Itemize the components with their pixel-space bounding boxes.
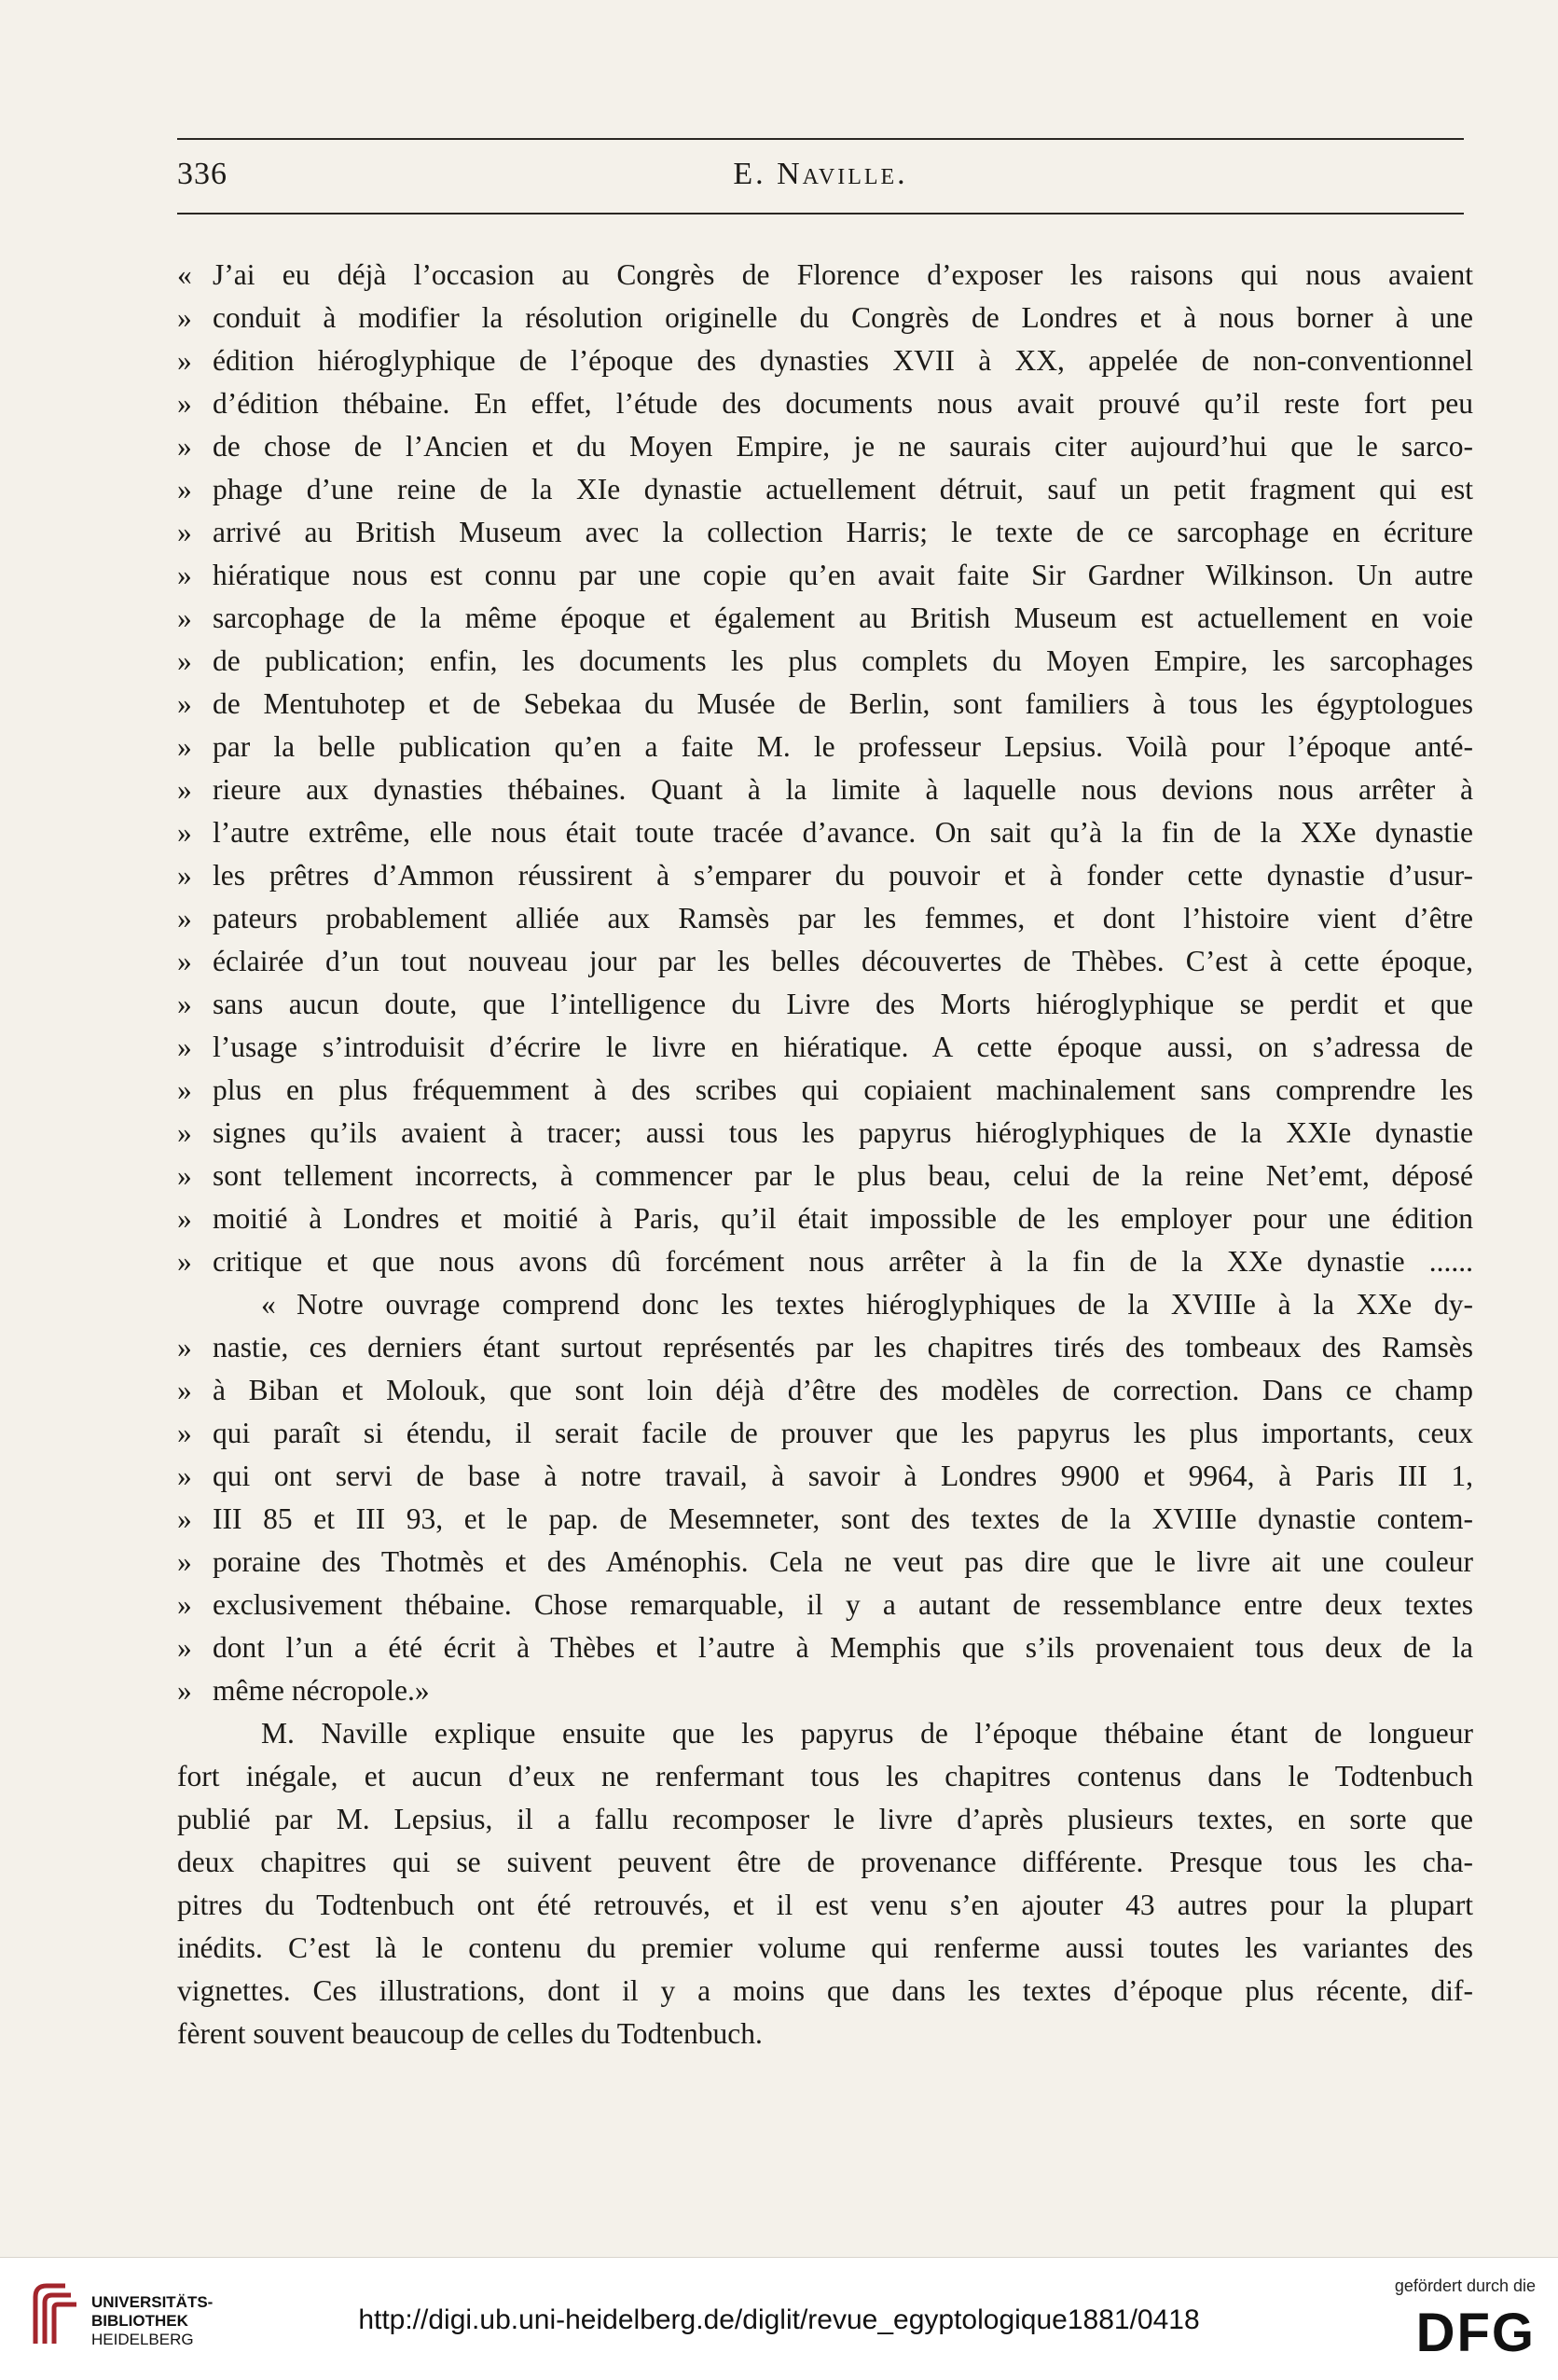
line-text: moitié à Londres et moitié à Paris, qu’il était impossible de les employer pour une édition — [213, 1202, 1473, 1235]
running-title: E. Naville. — [733, 157, 908, 191]
text-line — [177, 468, 1473, 511]
quote-mark: » — [177, 730, 192, 763]
text-line — [177, 983, 1473, 1026]
quote-mark: » — [177, 1031, 192, 1063]
quote-mark: » — [177, 516, 192, 548]
line-text: sont tellement incorrects, à commencer par le plus beau, celui de la reine Net’emt, déposé — [213, 1159, 1473, 1192]
line-text: J’ai eu déjà l’occasion au Congrès de Florence d’exposer les raisons qui nous avaient — [213, 258, 1473, 291]
line-text: même nécropole.» — [213, 1674, 430, 1707]
line-text: l’usage s’introduisit d’écrire le livre en hiératique. A cette époque aussi, on s’adressa de — [213, 1031, 1473, 1063]
running-header — [177, 151, 1464, 207]
line-text: signes qu’ils avaient à tracer; aussi tous les papyrus hiéroglyphiques de la XXIe dynastie — [213, 1116, 1473, 1149]
text-line — [177, 726, 1473, 768]
text-line — [177, 1798, 1473, 1841]
quote-mark: » — [177, 344, 192, 377]
quote-mark: » — [177, 859, 192, 892]
text-line — [177, 1069, 1473, 1112]
text-line — [177, 1970, 1473, 2013]
text-line — [177, 1712, 1473, 1755]
quote-mark: » — [177, 1073, 192, 1106]
line-text: l’autre extrême, elle nous était toute tracée d’avance. On sait qu’à la fin de la XXe dynastie — [213, 816, 1473, 849]
text-line — [177, 854, 1473, 897]
line-text: conduit à modifier la résolution originelle du Congrès de Londres et à nous borner à une — [213, 301, 1473, 334]
line-text: rieure aux dynasties thébaines. Quant à la limite à laquelle nous devions nous arrêter à — [213, 773, 1473, 806]
text-line — [177, 1197, 1473, 1240]
quote-mark: « — [177, 258, 192, 291]
text-line — [177, 1283, 1473, 1326]
line-text: pitres du Todtenbuch ont été retrouvés, et il est venu s’en ajouter 43 autres pour la plupart — [177, 1889, 1473, 1921]
line-text: éclairée d’un tout nouveau jour par les belles découvertes de Thèbes. C’est à cette époque, — [213, 945, 1473, 977]
line-text: pateurs probablement alliée aux Ramsès par les femmes, et dont l’histoire vient d’être — [213, 902, 1473, 934]
quote-mark: » — [177, 1417, 192, 1449]
line-text: de Mentuhotep et de Sebekaa du Musée de Berlin, sont familiers à tous les égyptologues — [213, 687, 1473, 720]
quote-mark: » — [177, 1460, 192, 1492]
line-text: fèrent souvent beaucoup de celles du Todtenbuch. — [177, 2017, 763, 2050]
text-line — [177, 1541, 1473, 1584]
quote-mark: » — [177, 1588, 192, 1621]
top-rule — [177, 138, 1464, 140]
quote-mark: » — [177, 945, 192, 977]
text-line — [177, 1455, 1473, 1498]
line-text: de publication; enfin, les documents les plus complets du Moyen Empire, les sarcophages — [213, 644, 1473, 677]
quote-mark: « — [261, 1288, 276, 1321]
text-line — [177, 1841, 1473, 1884]
text-line — [177, 897, 1473, 940]
text-line — [177, 297, 1473, 339]
line-text: M. Naville explique ensuite que les papyrus de l’époque thébaine étant de longueur — [261, 1717, 1473, 1750]
quote-mark: » — [177, 1116, 192, 1149]
page-number: 336 — [177, 157, 227, 191]
line-text: d’édition thébaine. En effet, l’étude des documents nous avait prouvé qu’il reste fort peu — [213, 387, 1473, 420]
quote-mark: » — [177, 988, 192, 1020]
line-text: à Biban et Molouk, que sont loin déjà d’être des modèles de correction. Dans ce champ — [213, 1374, 1473, 1406]
quote-mark: » — [177, 1374, 192, 1406]
line-text: édition hiéroglyphique de l’époque des dynasties XVII à XX, appelée de non-conventionnel — [213, 344, 1473, 377]
text-line — [177, 339, 1473, 382]
line-text: de chose de l’Ancien et du Moyen Empire, je ne saurais citer aujourd’hui que le sarco- — [213, 430, 1473, 463]
line-text: sans aucun doute, que l’intelligence du Livre des Morts hiéroglyphique se perdit et que — [213, 988, 1473, 1020]
text-line — [177, 683, 1473, 726]
text-line — [177, 1326, 1473, 1369]
source-url[interactable]: http://digi.ub.uni-heidelberg.de/diglit/revue_egyptologique1881/0418 — [358, 2304, 1200, 2335]
quote-mark: » — [177, 559, 192, 591]
line-text: Notre ouvrage comprend donc les textes hiéroglyphiques de la XVIIIe à la XXe dy- — [296, 1288, 1473, 1321]
line-text: les prêtres d’Ammon réussirent à s’emparer du pouvoir et à fonder cette dynastie d’usur- — [213, 859, 1473, 892]
quote-mark: » — [177, 602, 192, 634]
quote-mark: » — [177, 773, 192, 806]
quote-mark: » — [177, 687, 192, 720]
line-text: par la belle publication qu’en a faite M. le professeur Lepsius. Voilà pour l’époque anté- — [213, 730, 1473, 763]
line-text: sarcophage de la même époque et également au British Museum est actuellement en voie — [213, 602, 1473, 634]
text-line — [177, 1498, 1473, 1541]
quote-mark: » — [177, 1245, 192, 1278]
quote-mark: » — [177, 430, 192, 463]
quote-mark: » — [177, 1631, 192, 1664]
quote-mark: » — [177, 1502, 192, 1535]
quote-mark: » — [177, 301, 192, 334]
line-text: III 85 et III 93, et le pap. de Mesemneter, sont des textes de la XVIIIe dynastie contem- — [213, 1502, 1473, 1535]
text-line — [177, 1884, 1473, 1927]
line-text: arrivé au British Museum avec la collection Harris; le texte de ce sarcophage en écriture — [213, 516, 1473, 548]
line-text: critique et que nous avons dû forcément nous arrêter à la fin de la XXe dynastie ...... — [213, 1245, 1473, 1278]
header-rule — [177, 213, 1464, 214]
quote-mark: » — [177, 1331, 192, 1363]
funder-block — [1395, 2276, 1536, 2364]
line-text: phage d’une reine de la XIe dynastie actuellement détruit, sauf un petit fragment qui est — [213, 473, 1473, 505]
dfg-logo: DFG — [1415, 2303, 1536, 2363]
quote-mark: » — [177, 816, 192, 849]
text-line — [177, 597, 1473, 640]
text-line — [177, 1112, 1473, 1155]
line-text: poraine des Thotmès et des Aménophis. Cela ne veut pas dire que le livre ait une couleur — [213, 1545, 1473, 1578]
text-line — [177, 1927, 1473, 1970]
footer-bar — [0, 2257, 1558, 2380]
text-line — [177, 511, 1473, 554]
text-line — [177, 1626, 1473, 1669]
text-line — [177, 940, 1473, 983]
text-line — [177, 382, 1473, 425]
text-line — [177, 1412, 1473, 1455]
line-text: exclusivement thébaine. Chose remarquable, il y a autant de ressemblance entre deux textes — [213, 1588, 1473, 1621]
text-line — [177, 1026, 1473, 1069]
quote-mark: » — [177, 1159, 192, 1192]
quote-mark: » — [177, 902, 192, 934]
line-text: hiératique nous est connu par une copie qu’en avait faite Sir Gardner Wilkinson. Un autre — [213, 559, 1473, 591]
text-line — [177, 811, 1473, 854]
text-line — [177, 1155, 1473, 1197]
text-line — [177, 425, 1473, 468]
funding-note: gefördert durch die — [1394, 2276, 1536, 2295]
line-text: fort inégale, et aucun d’eux ne renfermant tous les chapitres contenus dans le Todtenbuch — [177, 1760, 1473, 1792]
quote-mark: » — [177, 1545, 192, 1578]
text-line — [177, 254, 1473, 297]
quote-mark: » — [177, 387, 192, 420]
text-line — [177, 768, 1473, 811]
line-text: qui paraît si étendu, il serait facile de prouver que les papyrus les plus importants, ceux — [213, 1417, 1473, 1449]
line-text: deux chapitres qui se suivent peuvent être de provenance différente. Presque tous les cha- — [177, 1846, 1473, 1878]
text-line — [177, 1240, 1473, 1283]
text-line — [177, 1669, 1473, 1712]
text-line — [177, 554, 1473, 597]
body-text — [177, 254, 1473, 2055]
text-line — [177, 1755, 1473, 1798]
text-line — [177, 640, 1473, 683]
quote-mark: » — [177, 1674, 192, 1707]
line-text: nastie, ces derniers étant surtout représentés par les chapitres tirés des tombeaux des Ramsès — [213, 1331, 1473, 1363]
line-text: plus en plus fréquemment à des scribes qui copiaient machinalement sans comprendre les — [213, 1073, 1473, 1106]
text-line — [177, 2013, 1473, 2055]
quote-mark: » — [177, 644, 192, 677]
text-line — [177, 1584, 1473, 1626]
line-text: qui ont servi de base à notre travail, à savoir à Londres 9900 et 9964, à Paris III 1, — [213, 1460, 1473, 1492]
line-text: vignettes. Ces illustrations, dont il y a moins que dans les textes d’époque plus récente, dif- — [177, 1974, 1473, 2007]
library-name: UNIVERSITÄTS- BIBLIOTHEK HEIDELBERG — [91, 2293, 214, 2348]
text-line — [177, 1369, 1473, 1412]
line-text: dont l’un a été écrit à Thèbes et l’autre à Memphis que s’ils provenaient tous deux de la — [213, 1631, 1473, 1664]
line-text: publié par M. Lepsius, il a fallu recomposer le livre d’après plusieurs textes, en sorte que — [177, 1803, 1473, 1835]
line-text: inédits. C’est là le contenu du premier volume qui renferme aussi toutes les variantes des — [177, 1931, 1473, 1964]
quote-mark: » — [177, 473, 192, 505]
quote-mark: » — [177, 1202, 192, 1235]
